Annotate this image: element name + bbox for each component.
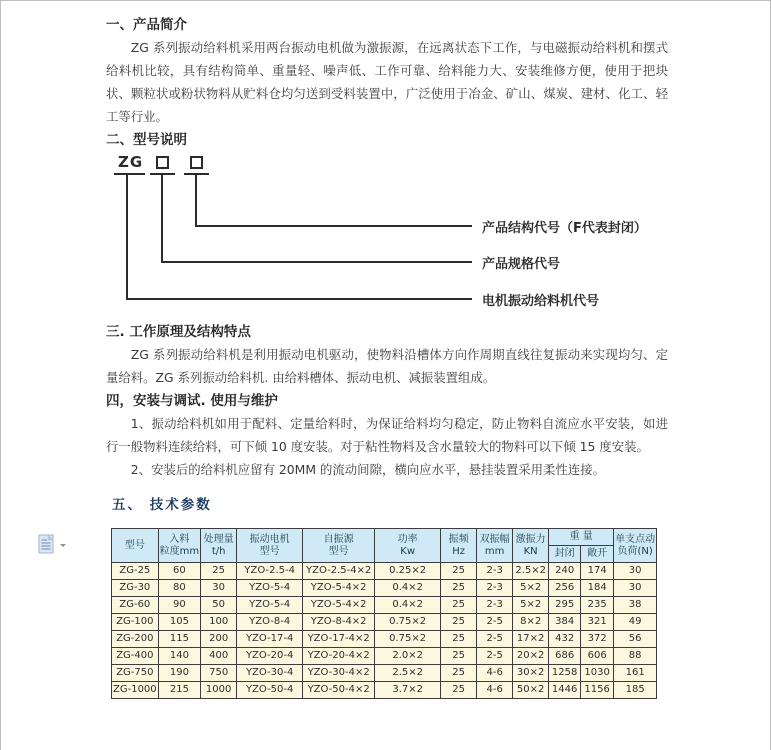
table-cell: 161 [614, 665, 657, 682]
header-line: 功率 [397, 533, 418, 545]
table-cell: 105 [158, 614, 200, 631]
document-content [106, 13, 668, 699]
table-cell: 115 [158, 631, 200, 648]
table-cell: 2.0×2 [375, 648, 441, 665]
header-line: 入料 [169, 533, 190, 545]
table-cell: 30 [201, 580, 237, 597]
table-cell: YZO-5-4 [237, 580, 303, 597]
section4-item1: 1、振动给料机如用于配料、定量给料时，为保证给料均匀稳定，防止物料自流应水平安装，如进行一般物料连续给料，可下倾 10 度安装。对于粘性物料及含水量较大的物料可以下倾 15 度安装。 [106, 416, 668, 454]
table-cell: 56 [614, 631, 657, 648]
table-cell: YZO-30-4 [237, 665, 303, 682]
diagram-connector-line [126, 298, 472, 300]
table-cell: 0.4×2 [375, 580, 441, 597]
table-cell: 0.25×2 [375, 563, 441, 580]
table-cell: 184 [581, 580, 614, 597]
header-row-1 [112, 529, 657, 546]
header-line: KN [523, 545, 538, 557]
table-cell: 3.7×2 [375, 682, 441, 699]
table-cell: 240 [549, 563, 581, 580]
spec-table-header [112, 529, 657, 563]
col-header-model: 型号 [112, 529, 159, 563]
table-cell: 215 [158, 682, 200, 699]
col-header-feed-size [158, 529, 200, 563]
table-row [112, 665, 657, 682]
model-spec-placeholder-box [156, 156, 169, 169]
table-cell: 0.75×2 [375, 614, 441, 631]
diagram-label-spec-code: 产品规格代号 [482, 257, 561, 272]
table-cell: 606 [581, 648, 614, 665]
diagram-underline [114, 173, 145, 175]
table-cell: 2-5 [477, 614, 513, 631]
table-cell: 5×2 [513, 580, 549, 597]
header-line: 负荷(N) [617, 545, 653, 557]
table-cell: 4-6 [477, 665, 513, 682]
header-line: 自振源 [323, 533, 354, 545]
col-header-capacity [201, 529, 237, 563]
table-cell: 174 [581, 563, 614, 580]
col-header-weight-group: 重 量 [549, 529, 614, 546]
table-cell: 190 [158, 665, 200, 682]
table-cell: ZG-25 [112, 563, 159, 580]
table-cell: 2-3 [477, 563, 513, 580]
table-cell: 5×2 [513, 597, 549, 614]
spec-table-body [112, 563, 657, 699]
table-cell: 140 [158, 648, 200, 665]
table-cell: 20×2 [513, 648, 549, 665]
table-cell: 60 [158, 563, 200, 580]
table-cell: 2-5 [477, 631, 513, 648]
table-cell: 0.4×2 [375, 597, 441, 614]
header-line: 振频 [448, 533, 469, 545]
col-header-vib-motor [237, 529, 303, 563]
table-row [112, 648, 657, 665]
table-cell: ZG-100 [112, 614, 159, 631]
table-cell: 2-3 [477, 597, 513, 614]
header-line: 粒度mm [159, 545, 200, 557]
table-cell: 49 [614, 614, 657, 631]
table-cell: ZG-30 [112, 580, 159, 597]
table-cell: 321 [581, 614, 614, 631]
table-cell: 8×2 [513, 614, 549, 631]
col-header-weight-closed: 封闭 [549, 546, 581, 563]
table-cell: 1156 [581, 682, 614, 699]
section1-paragraph: ZG 系列振动给料机采用两台振动电机做为激振源，在远离状态下工作，与电磁振动给料机和摆式给料机比较，具有结构简单、重量轻、噪声低、工作可靠、给料能力大、安装维修方便，使用于把块状、颗粒状或粉状物料从贮料仓均匀送到受料装置中，广泛使用于冶金、矿山、煤炭、建材、化工、轻工等行业。 [106, 40, 668, 124]
table-row [112, 580, 657, 597]
table-cell: YZO-5-4 [237, 597, 303, 614]
header-line: 双振幅 [479, 533, 510, 545]
table-cell: YZO-50-4 [237, 682, 303, 699]
section2-heading: 二、型号说明 [106, 132, 187, 148]
table-cell: 50 [201, 597, 237, 614]
header-line: 型号 [328, 545, 349, 557]
table-cell: 372 [581, 631, 614, 648]
header-line: Kw [400, 545, 416, 557]
table-row [112, 563, 657, 580]
table-cell: YZO-8-4 [237, 614, 303, 631]
header-line: 振动电机 [249, 533, 290, 545]
paste-options-button[interactable] [29, 532, 71, 558]
table-cell: YZO-30-4×2 [303, 665, 375, 682]
table-cell: 1000 [201, 682, 237, 699]
table-cell: 25 [441, 563, 477, 580]
table-cell: 30 [614, 580, 657, 597]
table-cell: 30 [614, 563, 657, 580]
table-cell: 25 [441, 597, 477, 614]
col-header-self-vib [303, 529, 375, 563]
diagram-label-feeder-code: 电机振动给料机代号 [482, 294, 600, 309]
col-header-load [614, 529, 657, 563]
table-cell: 0.75×2 [375, 631, 441, 648]
table-cell: 235 [581, 597, 614, 614]
section5-heading: 五、 技术参数 [112, 497, 212, 513]
table-cell: 4-6 [477, 682, 513, 699]
table-cell: ZG-750 [112, 665, 159, 682]
header-line: 处理量 [203, 533, 234, 545]
table-cell: YZO-17-4×2 [303, 631, 375, 648]
table-cell: YZO-20-4 [237, 648, 303, 665]
table-cell: YZO-17-4 [237, 631, 303, 648]
diagram-connector-line [161, 261, 472, 263]
diagram-connector-line [161, 175, 163, 263]
table-cell: 2-5 [477, 648, 513, 665]
table-cell: 2.5×2 [375, 665, 441, 682]
table-cell: 30×2 [513, 665, 549, 682]
section4-heading: 四，安装与调试. 使用与维护 [106, 393, 278, 409]
header-line: mm [484, 545, 505, 557]
model-structure-placeholder-box [190, 156, 203, 169]
table-cell: 2-3 [477, 580, 513, 597]
table-cell: 185 [614, 682, 657, 699]
diagram-connector-line [195, 225, 472, 227]
table-cell: YZO-50-4×2 [303, 682, 375, 699]
diagram-connector-line [126, 175, 128, 300]
table-cell: 25 [441, 682, 477, 699]
table-row [112, 597, 657, 614]
table-row [112, 631, 657, 648]
header-line: t/h [211, 545, 226, 557]
table-cell: 295 [549, 597, 581, 614]
header-line: Hz [452, 545, 466, 557]
table-cell: 25 [441, 648, 477, 665]
table-cell: 400 [201, 648, 237, 665]
section3-heading: 三. 工作原理及结构特点 [106, 324, 251, 340]
table-cell: 750 [201, 665, 237, 682]
table-cell: YZO-5-4×2 [303, 580, 375, 597]
table-cell: YZO-20-4×2 [303, 648, 375, 665]
col-header-weight-open: 敞开 [581, 546, 614, 563]
col-header-force [513, 529, 549, 563]
table-cell: ZG-200 [112, 631, 159, 648]
header-line: 激振力 [515, 533, 546, 545]
table-cell: 38 [614, 597, 657, 614]
table-cell: YZO-5-4×2 [303, 597, 375, 614]
model-prefix-text: ZG [118, 153, 144, 171]
table-cell: 432 [549, 631, 581, 648]
table-cell: 80 [158, 580, 200, 597]
section1-heading: 一、产品简介 [106, 17, 187, 33]
diagram-label-structure-code: 产品结构代号（F代表封闭） [482, 221, 647, 236]
table-cell: ZG-60 [112, 597, 159, 614]
section3-paragraph: ZG 系列振动给料机是利用振动电机驱动，使物料沿槽体方向作周期直线往复振动来实现均匀、定量给料。ZG 系列振动给料机. 由给料槽体、振动电机、减振装置组成。 [106, 347, 668, 385]
table-row [112, 682, 657, 699]
paste-options-icon [29, 532, 71, 558]
table-cell: 256 [549, 580, 581, 597]
table-cell: 88 [614, 648, 657, 665]
table-cell: YZO-8-4×2 [303, 614, 375, 631]
header-line: 单支点动 [615, 533, 656, 545]
table-cell: 1258 [549, 665, 581, 682]
col-header-power [375, 529, 441, 563]
table-cell: 25 [441, 665, 477, 682]
table-cell: 1446 [549, 682, 581, 699]
table-cell: 25 [441, 614, 477, 631]
col-header-freq [441, 529, 477, 563]
table-cell: 2.5×2 [513, 563, 549, 580]
model-code-diagram [106, 153, 668, 320]
table-cell: ZG-400 [112, 648, 159, 665]
table-cell: YZO-2.5-4 [237, 563, 303, 580]
table-cell: 25 [201, 563, 237, 580]
col-header-amplitude [477, 529, 513, 563]
table-cell: 90 [158, 597, 200, 614]
table-cell: ZG-1000 [112, 682, 159, 699]
diagram-connector-line [195, 175, 197, 227]
table-cell: 200 [201, 631, 237, 648]
section4-item2: 2、安装后的给料机应留有 20MM 的流动间隙，横向应水平，悬挂装置采用柔性连接。 [130, 462, 605, 477]
table-cell: 686 [549, 648, 581, 665]
chevron-down-icon [60, 544, 66, 547]
table-cell: 384 [549, 614, 581, 631]
table-cell: 25 [441, 580, 477, 597]
table-cell: 50×2 [513, 682, 549, 699]
table-row [112, 614, 657, 631]
spec-table [111, 528, 657, 699]
table-cell: 100 [201, 614, 237, 631]
table-cell: 17×2 [513, 631, 549, 648]
table-cell: 1030 [581, 665, 614, 682]
table-cell: YZO-2.5-4×2 [303, 563, 375, 580]
header-line: 型号 [259, 545, 280, 557]
table-cell: 25 [441, 631, 477, 648]
